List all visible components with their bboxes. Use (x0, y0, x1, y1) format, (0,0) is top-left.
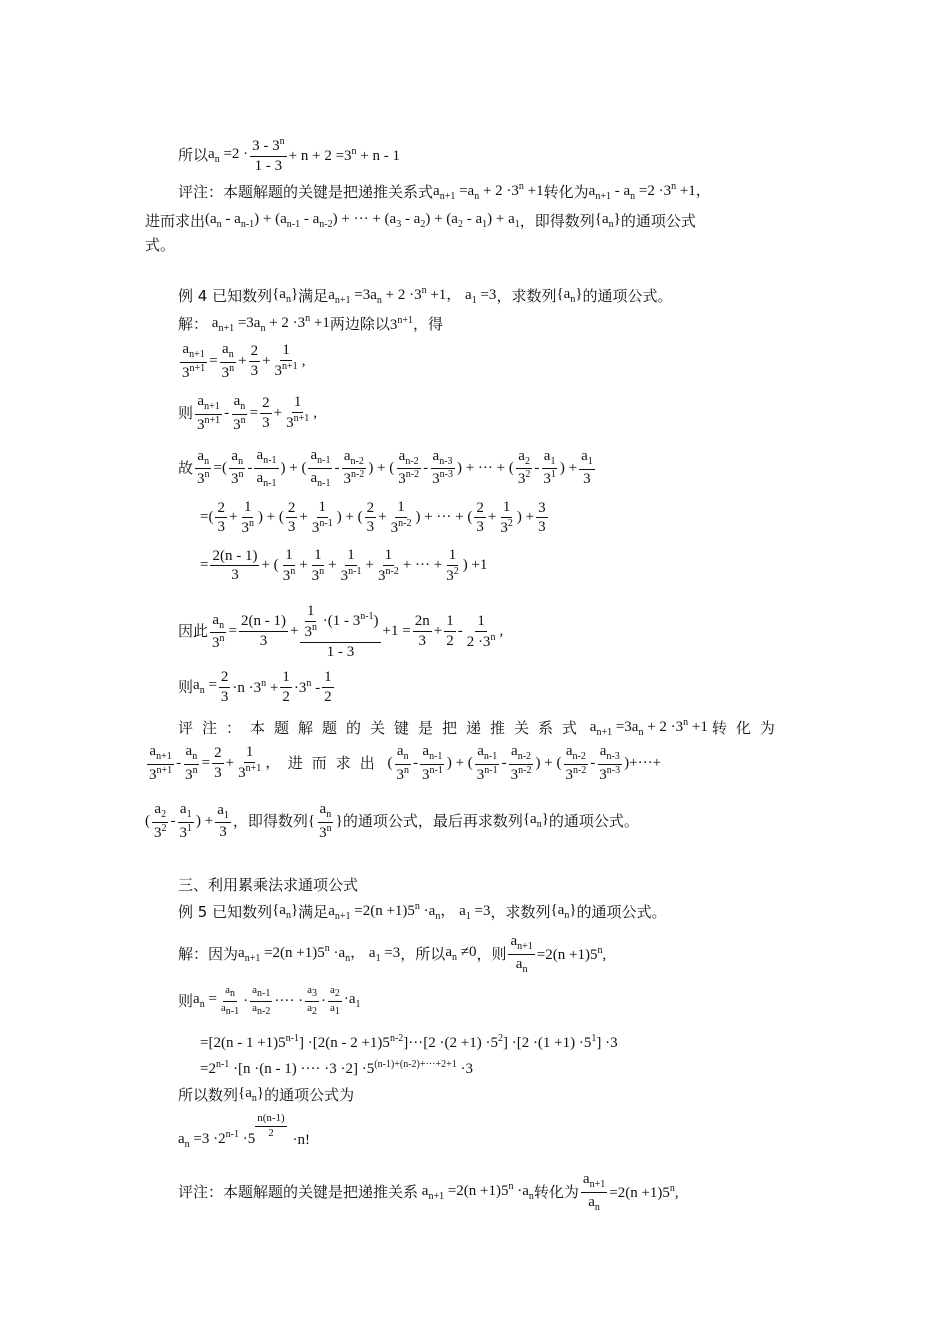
example-5-statement: 例 5 已知数列 $\{a_n\}$ 满足 $a_{n+1} =2(n +1)5^n \cdot a_n$， $a_1 =3$ ，求数列 $\{a_n\}$ 的通项公式。 (178, 901, 667, 922)
line-formula-intro: 所以 数列 $\{a_n\}$ 的通项公式为 (178, 1085, 355, 1104)
eq-telescoping-3: = $\frac{2(n - 1)}{3}$ + ( 1 3$^n$ + $\frac{1}{3^n}$ + $\frac{1}{3^{n-1}}$ + $\frac{1}{3^{n-2}}$ + ··· + $\frac{1}{3^2}$ ) +1 (200, 547, 488, 584)
line-comment-1: 评注：本题解题的关键是把递推关系式 $a_{n+1} =a_n + 2 \cdot 3^n +1$ 转化为 $a_{n+1} - a_n =2 \cdot 3^n +1$， (178, 181, 711, 202)
eq-product: 则 $a_n$ = $\frac{a_n}{a_{n-1}}$ · $a_{n-1}$ $a_{n-2}$ ···· · $a_3$ $a_2$ · $a_2$ $a_1$ $\cdot a_1$ (178, 984, 361, 1017)
comment-4-line-1: 评注：本题解题的关键是把递推关系式 $a_{n+1} =3a_n + 2 \cdot 3^n +1$ 转化为 (178, 717, 784, 738)
comment-4-line-2: $a_{n+1}$ $3^{n+1}$ - $\frac{a_n}{3^n}$ = $\frac{2}{3}$ + $\frac{1}{3^{n+1}}$ ， 进而求出 ( $a_n$ 3$^n$ - $a_{n-1}$ 3$^{n-1}$ ) + ( $a_{n-1}$ 3$^{n-1}$ - $a_{n-2}$ 3$^{n-2}$ ) + ( $a_{n-2}$ 3$^{n-2}$ - $a_{n-3}$ 3$^{n-3}$ )+···+ (149, 743, 662, 783)
eq-telescoping: 故 $\frac{a_n}{3^n}$ =( $a_n$ 3$^n$ - $a_{n-1}$ $a_{n-1}$ ) + ( $a_{n-1}$ $a_{n-1}$ - $a_{n-2}$ 3$^{n-2}$ ) + ( $a_{n-2}$ 3$^{n-2}$ - $a_{n-3}$ 3$^{n-3}$ ) + ··· + ( $a_2$ $3^2$ - $a_1$ $3^1$ ) + $\frac{a_1}{3}$ (178, 447, 593, 489)
line-comment-3: 式。 (145, 236, 176, 254)
comment-5: 评注：本题解题的关键是把递推关系 $a_{n+1} =2(n +1)5^n \cdot a_n$ 转化为 $\frac{a_{n+1}}{a_n}$ $=2(n +1)5^n$, (178, 1171, 679, 1213)
eq-product-2: $=[2(n - 1 +1)5^{n-1}] \cdot[2(n - 2 +1)5^{n-2}]\cdot\cdot\cdot[2 \cdot(2 +1) \cdot 5^2] \cdot[2 \cdot(1 +1) \cdot 5^1] \cdot 3$ (200, 1033, 618, 1051)
eq-an-result: 则 $a_n$ = $\frac{2}{3}$ $\cdot n \cdot 3^n$ + $\frac{1}{2}$ $\cdot 3^n$ - 1 2 (178, 669, 332, 705)
example-5-solution-start: 解：因为 $a_{n+1} =2(n +1)5^n \cdot a_n$， $a_1 =3$ ，所以 $a_n \ne 0$ ，则 $\frac{a_{n+1}}{a_n}$ $=2(n +1)5^n$, (178, 933, 607, 975)
section-title: 三、利用累乘法求通项公式 (178, 876, 359, 894)
comment-4-line-3: ( $a_2$ $3^2$ - $a_1$ $3^1$ ) + $\frac{a_1}{3}$ ，即得数列 { $a_n$ 3$^n$ } 的通项公式 ，最后再求数列 $\{a_n\}$ 的通项公式。 (145, 801, 639, 841)
eq-product-3: $=2^{n-1} \cdot[n \cdot(n - 1)$ ···· $\cdot 3 \cdot 2] \cdot 5^{(n-1)+(n-2)+\cdot\cdot\cdot+2+1} \cdot 3$ (200, 1059, 474, 1077)
example-4-statement: 例 4 已知数列 $\{a_n\}$ 满足 $a_{n+1} =3a_n + 2 \cdot 3^n +1$， $a_1 =3$ ，求数列 $\{a_n\}$ 的通项公式。 (178, 285, 673, 306)
eq-final-formula: $a_n =3 \cdot 2^{n-1} \cdot 5$ n(n-1) 2 ·n! (178, 1112, 310, 1151)
eq-divided: $\frac{a_{n+1}}{3^{n+1}}$ = $\frac{a_n}{3^n}$ + $\frac{2}{3}$ + $\frac{1}{3^{n+1}}$ , (182, 341, 306, 381)
eq-therefore: 因此 $\frac{a_n}{3^n}$ = $\frac{2(n - 1)}{3}$ + $\frac{1}{3^n}$ ·(1 - 3$^{n-1}$) 1 - 3 +1 = $\frac{2n}{3}$ + $\frac{1}{2}$ - 1 $2 \cdot 3^n$ , (178, 603, 504, 660)
line-conclusion-an: 所以 $a_n =2$ · 3 - 3$^n$ 1 - 3 + $n + 2 =3^n + n - 1$ (178, 136, 401, 174)
line-comment-2: 进而求出 $(a_n - a_{n-1}) + (a_{n-1} - a_{n-2})$ + ··· + $(a_3 - a_2) + (a_2 - a_1) + a_1$ ，即得数列 $\{a_n\}$ 的通项公式 (145, 211, 696, 230)
eq-telescoping-2: =( 2 3 + $\frac{1}{3^n}$ ) + ( 2 3 + $\frac{1}{3^{n-1}}$ ) + ( 2 3 + $\frac{1}{3^{n-2}}$ ) + ··· + ( 2 3 + $\frac{1}{3^2}$ ) + $\frac{3}{3}$ (200, 499, 546, 536)
example-4-solution-start: 解： $a_{n+1} =3a_n + 2 \cdot 3^n +1$ 两边除以 $3^{n+1}$ ，得 (178, 313, 444, 334)
eq-difference: 则 $a_{n+1}$ $3^{n+1}$ - $\frac{a_n}{3^n}$ = $\frac{2}{3}$ + $\frac{1}{3^{n+1}}$ , (178, 393, 317, 433)
